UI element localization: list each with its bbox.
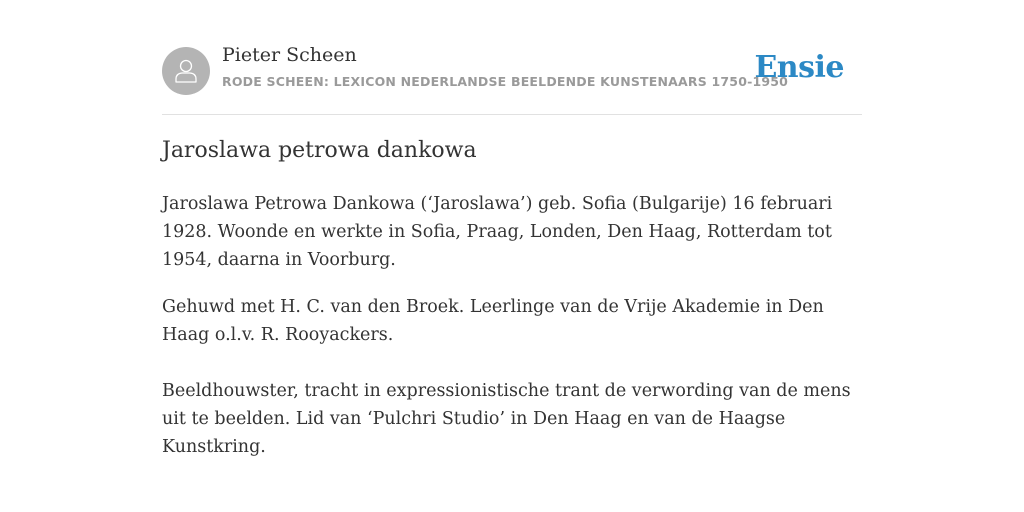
user-icon	[171, 56, 201, 86]
article-paragraph: Beeldhouwster, tracht in expressionistische trant de verwording van de mens uit te beelden. Lid van ‘Pulchri Studio’ in Den Haag en van de Haagse Kunstkring.	[162, 381, 851, 457]
article-paragraph: Gehuwd met H. C. van den Broek. Leerlinge van de Vrije Akademie in Den Haag o.l.v. R. Rooyackers.	[162, 297, 824, 345]
site-logo[interactable]: Ensie	[754, 50, 844, 85]
avatar	[162, 47, 210, 95]
author-name[interactable]: Pieter Scheen	[222, 44, 357, 66]
source-title[interactable]: RODE SCHEEN: LEXICON NEDERLANDSE BEELDENDE KUNSTENAARS 1750-1950	[222, 74, 789, 89]
article-paragraph: Jaroslawa Petrowa Dankowa (‘Jaroslawa’) geb. Sofia (Bulgarije) 16 februari 1928. Woonde en werkte in Sofia, Praag, Londen, Den Haag, Rotterdam tot 1954, daarna in Voorburg.	[162, 194, 833, 270]
article-card	[162, 0, 862, 457]
article-header	[162, 0, 862, 115]
article-title: Jaroslawa petrowa dankowa	[162, 138, 477, 163]
